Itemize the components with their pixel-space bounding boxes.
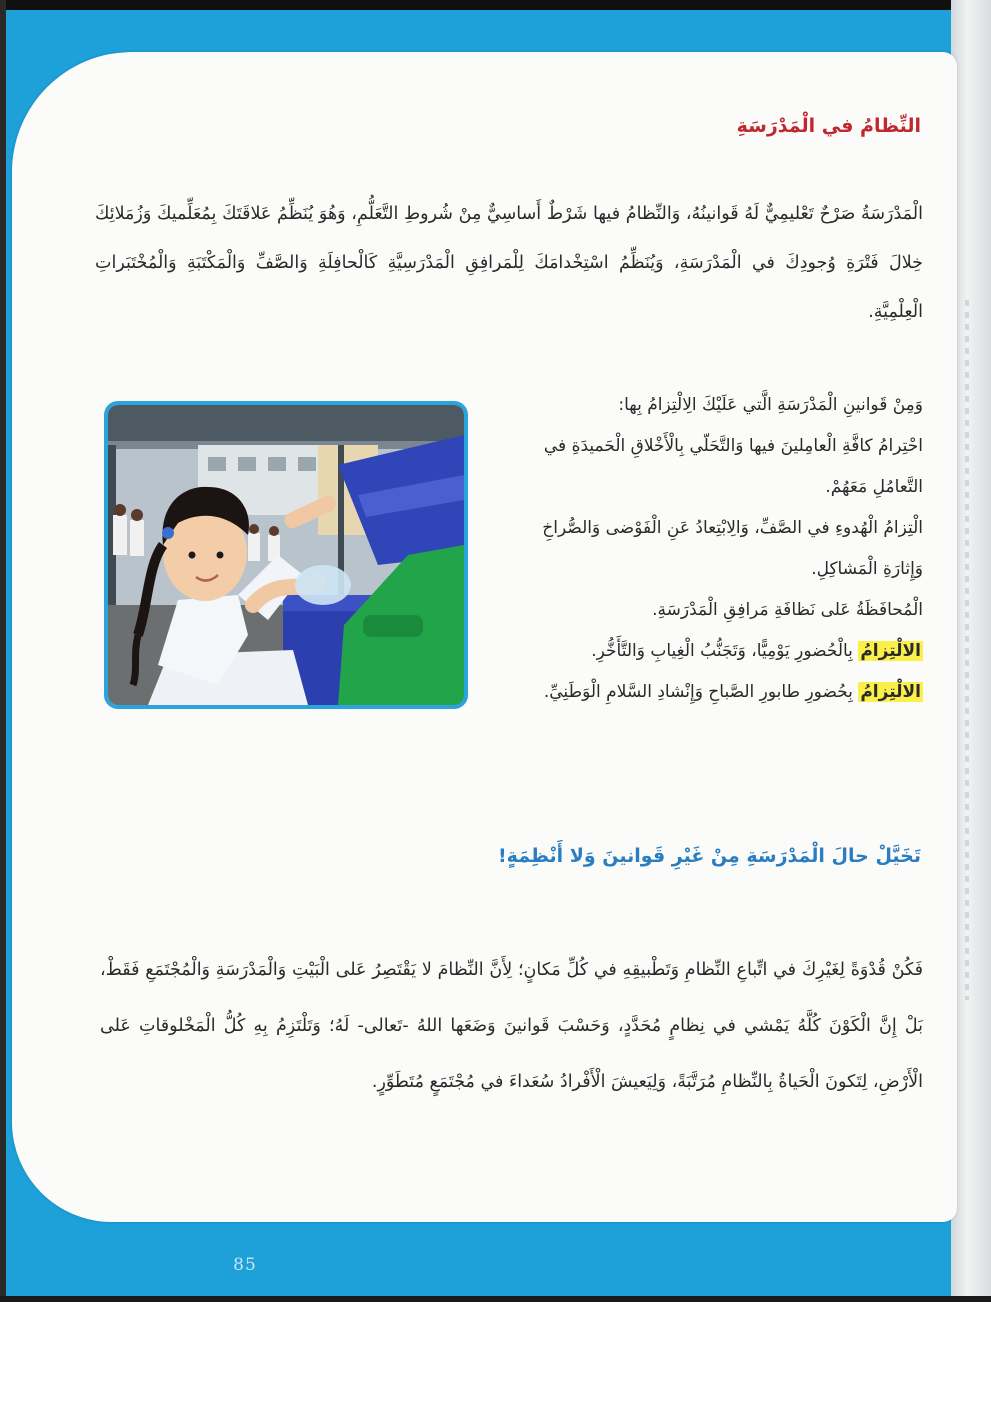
rules-intro: وَمِنْ قَوانينِ الْمَدْرَسَةِ الَّتي عَلَيْكَ الِالْتِزامُ بِها: [618,395,923,415]
intro-paragraph: الْمَدْرَسَةُ صَرْحٌ تَعْليمِيٌّ لَهُ قَوانينُهُ، وَالنِّظامُ فيها شَرْطٌ أَساسِيٌّ مِنْ شُروطِ التَّعَلُّمِ، وَهُوَ يُنَظِّمُ عَلاقَتَكَ بِمُعَلِّميكَ وَزُمَلائِكَ خِلالَ فَتْرَةِ وُجودِكَ في الْمَدْرَسَةِ، وَيُنَظِّمُ اسْتِخْدامَكَ لِلْمَرافِقِ الْمَدْرَسِيَّةِ كَالْحافِلَةِ وَالصَّفِّ وَالْمَكْتَبَةِ وَالْمُخْتَبَراتِ الْعِلْمِيَّةِ. [95,204,923,322]
rule-text: الْمُحافَظَةُ عَلى نَظافَةِ مَرافِقِ الْمَدْرَسَةِ. [652,600,923,620]
closing-paragraph: فَكُنْ قُدْوَةً لِغَيْرِكَ في اتِّباعِ النِّظامِ وَتَطْبيقِهِ في كُلِّ مَكانٍ؛ لِأَنَّ النِّظامَ لا يَقْتَصِرُ عَلى الْبَيْتِ وَالْمَدْرَسَةِ وَالْمُجْتَمَعِ فَقَطْ، بَلْ إِنَّ الْكَوْنَ كُلَّهُ يَمْشي في نِظامٍ مُحَدَّدٍ، وَحَسْبَ قَوانينَ وَضَعَها اللهُ -تَعالى- لَهُ؛ وَتَلْتَزِمُ بِهِ كُلُّ الْمَخْلوقاتِ عَلى الْأَرْضِ، لِتَكونَ الْحَياةُ بِالنِّظامِ مُرَتَّبَةً، وَلِيَعيشَ الْأَفْرادُ سُعَداءَ في مُجْتَمَعٍ مُتَطَوِّرٍ. [100,960,923,1092]
rule-item [503,672,923,713]
girl-recycling-photo [104,401,468,709]
scan-left-edge [0,0,6,1302]
school-rules-list [503,385,923,713]
rule-text: احْتِرامُ كافَّةِ الْعامِلينَ فيها وَالتَّحَلّي بِالْأَخْلاقِ الْحَميدَةِ في التَّعامُلِ مَعَهُمْ. [543,436,923,497]
photo-illustration-icon [108,405,464,705]
rule-text: بِالْحُضورِ يَوْمِيًّا، وَتَجَنُّبُ الْغِيابِ وَالتَّأَخُّرِ. [591,641,859,661]
rule-item [503,631,923,672]
rule-text: بِحُضورِ طابورِ الصَّباحِ وَإِنْشادِ السَّلامِ الْوَطَنِيِّ. [543,682,859,702]
page-number: 85 [233,1255,257,1275]
book-spine [951,0,991,1302]
rule-item [503,590,923,631]
highlighted-word: الالْتِزامُ [860,641,921,661]
scan-bottom-edge [0,1296,991,1302]
section-heading: النِّظامُ في الْمَدْرَسَةِ [736,115,921,137]
margin-print-marks [965,300,969,1000]
rule-text: الْتِزامُ الْهُدوءِ في الصَّفِّ، وَالِابْتِعادُ عَنِ الْفَوْضى وَالصُّراخِ وَإِثارَةِ الْمَشاكِلِ. [542,518,923,579]
imagine-heading: تَخَيَّلْ حالَ الْمَدْرَسَةِ مِنْ غَيْرِ قَوانينَ وَلا أَنْظِمَةٍ! [498,845,921,867]
highlighted-word: الالْتِزامُ [860,682,921,702]
scan-top-edge [0,0,991,10]
rule-item [503,508,923,590]
rule-item [503,426,923,508]
